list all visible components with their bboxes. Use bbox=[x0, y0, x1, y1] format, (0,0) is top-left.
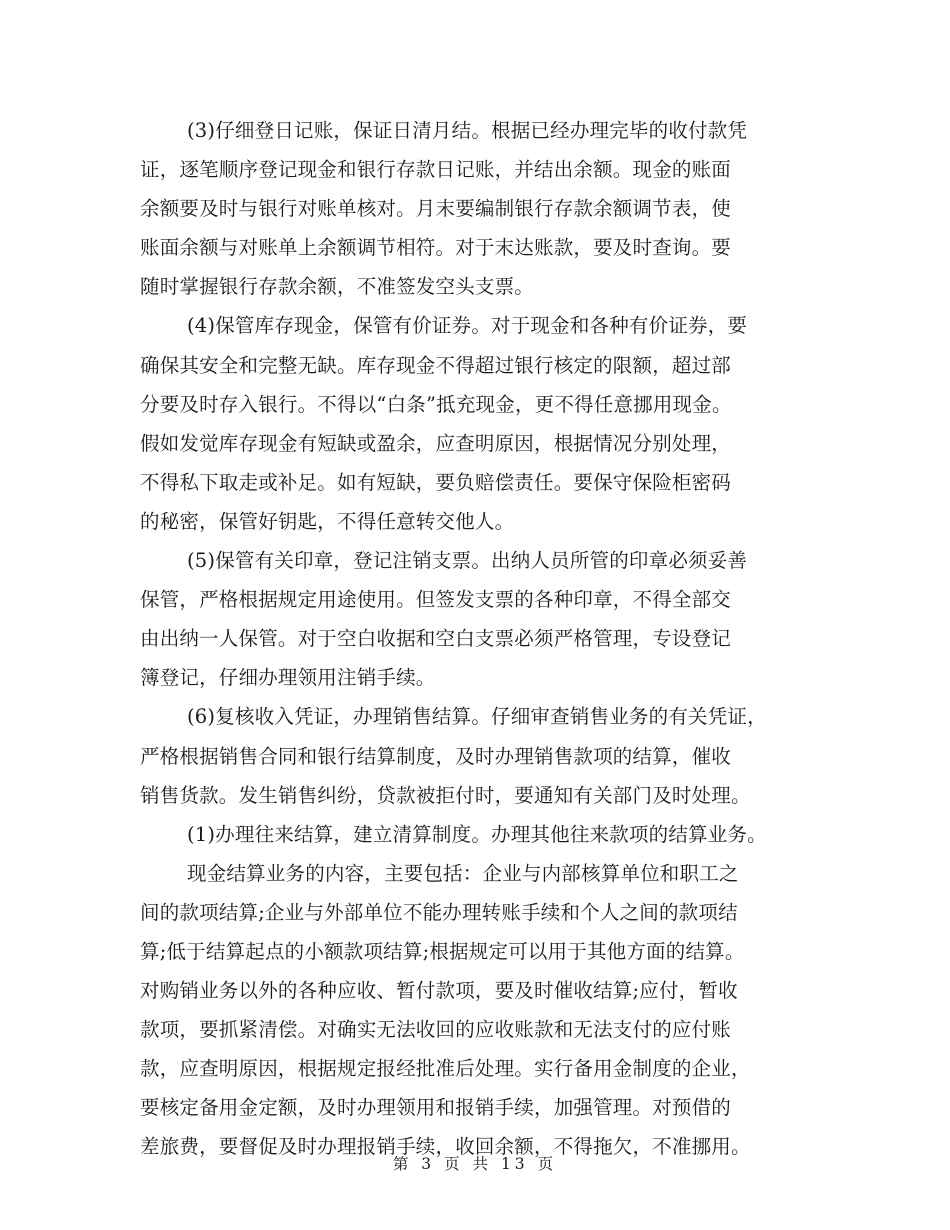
text-line: 确保其安全和完整无缺。库存现金不得超过银行核定的限额，超过部 bbox=[140, 353, 732, 377]
text-line: 随时掌握银行存款余额，不准签发空头支票。 bbox=[140, 275, 535, 299]
text-line: (3)仔细登日记账，保证日清月结。根据已经办理完毕的收付款凭 bbox=[187, 119, 748, 142]
text-line: (5)保管有关印章，登记注销支票。出纳人员所管的印章必须妥善 bbox=[187, 549, 748, 573]
text-line: (4)保管库存现金，保管有价证券。对于现金和各种有价证券，要 bbox=[187, 314, 748, 338]
text-line: 算;低于结算起点的小额款项结算;根据规定可以用于其他方面的结算。 bbox=[140, 939, 745, 963]
text-line: 销售货款。发生销售纠纷，贷款被拒付时，要通知有关部门及时处理。 bbox=[140, 783, 751, 807]
text-line: 账面余额与对账单上余额调节相符。对于末达账款，要及时查询。要 bbox=[140, 236, 732, 260]
text-line: 保管，严格根据规定用途使用。但签发支票的各种印章，不得全部交 bbox=[140, 588, 732, 612]
text-line: 间的款项结算;企业与外部单位不能办理转账手续和个人之间的款项结 bbox=[140, 900, 738, 924]
text-line: 假如发觉库存现金有短缺或盈余，应查明原因，根据情况分别处理， bbox=[140, 431, 732, 455]
text-line: 款项，要抓紧清偿。对确实无法收回的应收账款和无法支付的应付账 bbox=[140, 1018, 732, 1042]
text-line: 严格根据销售合同和银行结算制度，及时办理销售款项的结算，催收 bbox=[140, 744, 732, 768]
text-line: 不得私下取走或补足。如有短缺，要负赔偿责任。要保守保险柜密码 bbox=[140, 470, 732, 494]
body-text bbox=[140, 111, 830, 1167]
text-line: 簿登记，仔细办理领用注销手续。 bbox=[140, 666, 436, 690]
page-number-footer: 第 3 页 共 13 页 bbox=[392, 1155, 558, 1173]
text-line: 分要及时存入银行。不得以“白条”抵充现金，更不得任意挪用现金。 bbox=[140, 392, 732, 416]
text-line: 的秘密，保管好钥匙，不得任意转交他人。 bbox=[140, 509, 515, 533]
text-line: 要核定备用金定额，及时办理领用和报销手续，加强管理。对预借的 bbox=[140, 1096, 732, 1120]
text-line: 余额要及时与银行对账单核对。月末要编制银行存款余额调节表，使 bbox=[140, 197, 732, 221]
text-line: 现金结算业务的内容，主要包括：企业与内部核算单位和职工之 bbox=[187, 861, 739, 885]
text-line: 差旅费，要督促及时办理报销手续，收回余额，不得拖欠，不准挪用。 bbox=[140, 1135, 751, 1159]
text-line: (1)办理往来结算，建立清算制度。办理其他往来款项的结算业务。 bbox=[187, 822, 767, 846]
text-line: 证，逐笔顺序登记现金和银行存款日记账，并结出余额。现金的账面 bbox=[140, 158, 732, 182]
text-line: 对购销业务以外的各种应收、暂付款项，要及时催收结算;应付，暂收 bbox=[140, 979, 738, 1003]
text-line: 由出纳一人保管。对于空白收据和空白支票必须严格管理，专设登记 bbox=[140, 627, 732, 651]
text-line: 款，应查明原因，根据规定报经批准后处理。实行备用金制度的企业， bbox=[140, 1057, 751, 1081]
text-line: (6)复核收入凭证，办理销售结算。仔细审查销售业务的有关凭证， bbox=[187, 705, 767, 729]
